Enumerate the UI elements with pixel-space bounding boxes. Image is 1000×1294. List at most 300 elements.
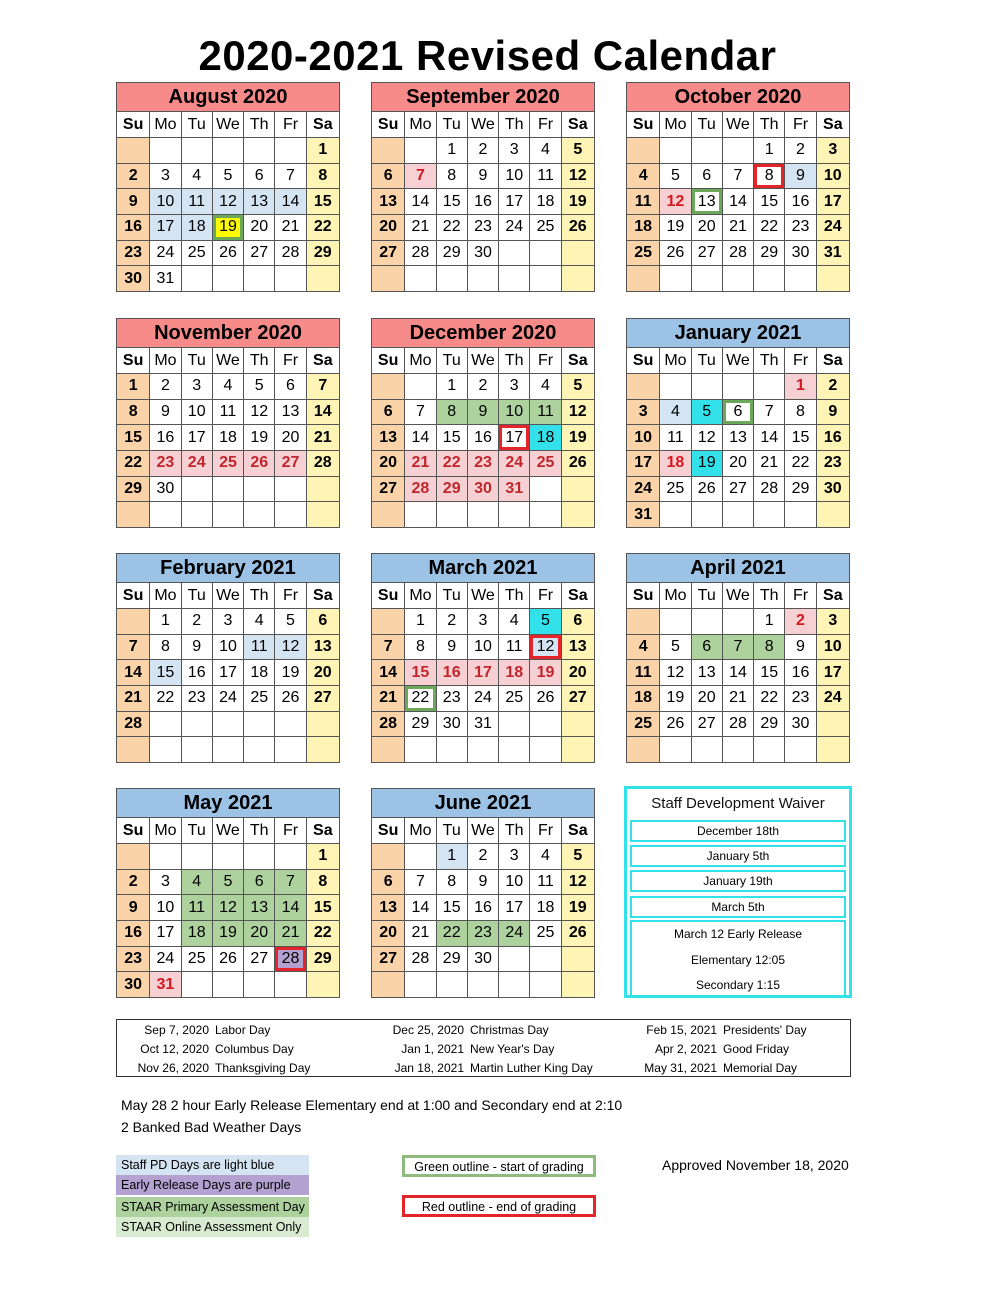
day-cell	[117, 502, 150, 528]
day-cell	[530, 737, 561, 763]
day-cell: 16	[150, 425, 181, 451]
day-cell: 14	[754, 425, 785, 451]
day-cell: 21	[306, 425, 339, 451]
day-cell: 10	[499, 869, 530, 895]
bad-weather-note: 2 Banked Bad Weather Days	[121, 1119, 302, 1135]
day-cell: 25	[499, 686, 530, 712]
day-cell: 29	[785, 476, 816, 502]
day-cell: 17	[499, 189, 530, 215]
day-cell	[275, 138, 306, 164]
day-cell: 19	[212, 921, 243, 947]
day-cell: 22	[785, 451, 816, 477]
day-cell	[785, 737, 816, 763]
day-cell	[306, 476, 339, 502]
day-cell	[117, 138, 150, 164]
day-cell	[499, 502, 530, 528]
day-cell	[754, 374, 785, 400]
day-cell: 9	[117, 189, 150, 215]
day-cell: 26	[660, 240, 691, 266]
day-cell	[499, 972, 530, 998]
day-cell: 23	[150, 451, 181, 477]
day-cell	[181, 502, 212, 528]
day-cell: 24	[627, 476, 660, 502]
day-cell: 5	[530, 609, 561, 635]
day-cell: 15	[306, 189, 339, 215]
day-cell	[150, 502, 181, 528]
weekday-header: Th	[499, 112, 530, 138]
day-cell: 30	[785, 240, 816, 266]
day-cell: 12	[244, 399, 275, 425]
weekday-header: Mo	[405, 818, 436, 844]
day-cell: 15	[306, 895, 339, 921]
day-cell: 31	[816, 240, 849, 266]
month-calendar	[371, 553, 595, 763]
day-cell	[530, 946, 561, 972]
day-cell	[561, 266, 594, 292]
day-cell: 31	[150, 266, 181, 292]
day-cell: 4	[627, 634, 660, 660]
day-cell: 6	[244, 869, 275, 895]
day-cell: 13	[691, 660, 722, 686]
month-calendar	[371, 82, 595, 292]
day-cell: 30	[785, 711, 816, 737]
day-cell	[275, 972, 306, 998]
day-cell: 30	[117, 266, 150, 292]
day-cell	[722, 502, 753, 528]
day-cell: 17	[181, 425, 212, 451]
day-cell	[499, 266, 530, 292]
day-cell: 5	[660, 163, 691, 189]
day-cell: 3	[150, 163, 181, 189]
day-cell: 25	[530, 921, 561, 947]
day-cell: 21	[722, 215, 753, 241]
day-cell: 28	[306, 451, 339, 477]
weekday-header: Mo	[405, 348, 436, 374]
day-cell: 2	[117, 163, 150, 189]
weekday-header: Sa	[306, 112, 339, 138]
day-cell: 15	[117, 425, 150, 451]
day-cell	[691, 502, 722, 528]
day-cell: 28	[405, 476, 436, 502]
day-cell: 19	[691, 451, 722, 477]
holiday-row: Jan 1, 2021 New Year's Day	[401, 1042, 555, 1056]
day-cell: 20	[244, 921, 275, 947]
day-cell: 4	[530, 138, 561, 164]
day-cell	[244, 138, 275, 164]
weekday-header: Fr	[530, 348, 561, 374]
day-cell: 1	[117, 374, 150, 400]
day-cell: 24	[150, 946, 181, 972]
day-cell: 22	[306, 215, 339, 241]
day-cell: 18	[530, 895, 561, 921]
day-cell: 7	[275, 869, 306, 895]
day-cell	[754, 266, 785, 292]
day-cell: 9	[467, 869, 498, 895]
weekday-header: Fr	[530, 583, 561, 609]
day-cell: 13	[306, 634, 339, 660]
day-cell: 9	[785, 634, 816, 660]
waiver-item: January 19th	[630, 870, 846, 892]
day-cell: 9	[467, 163, 498, 189]
day-cell	[691, 737, 722, 763]
day-cell: 17	[627, 451, 660, 477]
month-title: September 2020	[371, 82, 595, 111]
day-cell: 5	[561, 138, 594, 164]
day-cell: 14	[275, 895, 306, 921]
day-cell	[627, 609, 660, 635]
day-cell	[244, 737, 275, 763]
weekday-header: Th	[244, 112, 275, 138]
day-cell: 8	[306, 163, 339, 189]
day-cell: 23	[467, 921, 498, 947]
legend-early-release: Early Release Days are purple	[116, 1175, 309, 1195]
weekday-header: Fr	[530, 112, 561, 138]
day-cell: 11	[660, 425, 691, 451]
day-cell: 23	[117, 946, 150, 972]
day-cell: 7	[372, 634, 405, 660]
weekday-header: Th	[244, 348, 275, 374]
day-cell: 21	[372, 686, 405, 712]
day-cell: 3	[499, 374, 530, 400]
day-cell: 8	[785, 399, 816, 425]
weekday-header: Su	[117, 583, 150, 609]
day-cell	[244, 476, 275, 502]
day-cell	[722, 138, 753, 164]
month-title: February 2021	[116, 553, 340, 582]
day-cell	[181, 138, 212, 164]
day-cell	[660, 374, 691, 400]
day-cell: 15	[436, 189, 467, 215]
weekday-header: Mo	[150, 583, 181, 609]
month-title: August 2020	[116, 82, 340, 111]
day-cell	[306, 266, 339, 292]
day-cell	[244, 266, 275, 292]
day-cell: 11	[244, 634, 275, 660]
day-cell	[436, 737, 467, 763]
day-cell	[306, 972, 339, 998]
day-cell	[660, 609, 691, 635]
day-cell: 26	[660, 711, 691, 737]
day-cell: 5	[212, 869, 243, 895]
day-cell	[405, 737, 436, 763]
day-cell: 16	[117, 921, 150, 947]
day-cell: 3	[212, 609, 243, 635]
day-cell	[660, 138, 691, 164]
day-cell	[150, 844, 181, 870]
day-cell: 17	[816, 189, 849, 215]
day-cell: 20	[561, 660, 594, 686]
day-cell: 16	[117, 215, 150, 241]
day-cell: 20	[722, 451, 753, 477]
day-cell: 20	[372, 215, 405, 241]
weekday-header: Mo	[150, 348, 181, 374]
day-cell: 26	[530, 686, 561, 712]
day-cell: 11	[181, 895, 212, 921]
weekday-header: Th	[754, 583, 785, 609]
holiday-row: Oct 12, 2020 Columbus Day	[140, 1042, 294, 1056]
day-cell: 4	[627, 163, 660, 189]
day-cell	[627, 138, 660, 164]
day-cell: 20	[275, 425, 306, 451]
day-cell: 6	[722, 399, 753, 425]
day-cell: 12	[561, 399, 594, 425]
day-cell: 24	[499, 921, 530, 947]
day-cell: 3	[181, 374, 212, 400]
day-cell: 21	[405, 451, 436, 477]
legend-staff-pd: Staff PD Days are light blue	[116, 1155, 309, 1175]
weekday-header: Tu	[436, 112, 467, 138]
day-cell: 21	[754, 451, 785, 477]
day-cell	[816, 502, 849, 528]
day-cell	[372, 844, 405, 870]
day-cell: 30	[436, 711, 467, 737]
day-cell: 18	[627, 215, 660, 241]
day-cell: 13	[244, 189, 275, 215]
day-cell: 19	[561, 425, 594, 451]
day-cell: 22	[117, 451, 150, 477]
day-cell	[150, 711, 181, 737]
day-cell	[275, 476, 306, 502]
weekday-header: We	[212, 583, 243, 609]
day-cell: 29	[306, 946, 339, 972]
weekday-header: We	[467, 818, 498, 844]
day-cell	[816, 737, 849, 763]
weekday-header: Sa	[816, 583, 849, 609]
day-cell	[660, 266, 691, 292]
day-cell: 28	[275, 240, 306, 266]
day-cell	[530, 266, 561, 292]
day-cell: 13	[372, 425, 405, 451]
day-cell: 9	[467, 399, 498, 425]
day-cell: 19	[212, 215, 243, 241]
weekday-header: Su	[372, 818, 405, 844]
waiver-note: Elementary 12:05	[690, 953, 786, 967]
day-cell: 12	[275, 634, 306, 660]
day-cell: 16	[467, 425, 498, 451]
day-cell: 7	[117, 634, 150, 660]
day-cell: 14	[722, 660, 753, 686]
day-cell: 6	[306, 609, 339, 635]
day-cell: 1	[436, 138, 467, 164]
day-cell: 6	[275, 374, 306, 400]
day-cell	[530, 711, 561, 737]
weekday-header: We	[722, 112, 753, 138]
day-cell: 15	[754, 189, 785, 215]
day-cell: 31	[627, 502, 660, 528]
day-cell: 24	[499, 215, 530, 241]
day-cell: 6	[561, 609, 594, 635]
day-cell: 1	[754, 609, 785, 635]
day-cell: 1	[306, 138, 339, 164]
day-cell: 4	[530, 374, 561, 400]
day-cell: 8	[150, 634, 181, 660]
day-cell: 27	[244, 946, 275, 972]
weekday-header: Sa	[306, 348, 339, 374]
month-calendar	[116, 788, 340, 998]
holiday-row: Nov 26, 2020 Thanksgiving Day	[137, 1061, 311, 1075]
day-cell	[754, 737, 785, 763]
day-cell: 20	[244, 215, 275, 241]
day-cell: 9	[181, 634, 212, 660]
day-cell: 9	[816, 399, 849, 425]
holiday-row: May 31, 2021 Memorial Day	[644, 1061, 798, 1075]
day-cell: 14	[117, 660, 150, 686]
weekday-header: Th	[754, 112, 785, 138]
day-cell	[244, 502, 275, 528]
day-cell: 25	[244, 686, 275, 712]
weekday-header: Su	[372, 112, 405, 138]
weekday-header: Mo	[150, 112, 181, 138]
day-cell: 12	[212, 189, 243, 215]
day-cell: 30	[117, 972, 150, 998]
holiday-column	[117, 1022, 310, 1079]
day-cell	[244, 844, 275, 870]
weekday-header: We	[212, 818, 243, 844]
day-cell: 5	[244, 374, 275, 400]
weekday-header: Mo	[660, 112, 691, 138]
day-cell	[275, 266, 306, 292]
day-cell: 23	[467, 215, 498, 241]
day-cell: 27	[244, 240, 275, 266]
day-cell: 17	[499, 895, 530, 921]
day-cell: 7	[722, 634, 753, 660]
day-cell: 27	[275, 451, 306, 477]
day-cell: 13	[561, 634, 594, 660]
day-cell	[306, 711, 339, 737]
weekday-header: Su	[117, 818, 150, 844]
day-cell: 25	[530, 215, 561, 241]
day-cell	[499, 711, 530, 737]
weekday-header: Fr	[275, 348, 306, 374]
day-cell	[150, 138, 181, 164]
holiday-row: Sep 7, 2020 Labor Day	[144, 1023, 271, 1037]
weekday-header: Su	[372, 583, 405, 609]
day-cell: 15	[754, 660, 785, 686]
day-cell	[816, 266, 849, 292]
day-cell: 8	[436, 163, 467, 189]
day-cell: 11	[530, 163, 561, 189]
day-cell: 26	[691, 476, 722, 502]
day-cell: 12	[530, 634, 561, 660]
day-cell: 11	[212, 399, 243, 425]
approval-date: Approved November 18, 2020	[662, 1157, 849, 1173]
day-cell: 28	[117, 711, 150, 737]
holidays-table	[116, 1019, 851, 1077]
day-cell	[181, 266, 212, 292]
day-cell: 26	[212, 946, 243, 972]
weekday-header: Sa	[561, 818, 594, 844]
weekday-header: Tu	[181, 348, 212, 374]
day-cell: 7	[405, 869, 436, 895]
day-cell: 22	[436, 215, 467, 241]
day-cell: 9	[785, 163, 816, 189]
weekday-header: Mo	[660, 348, 691, 374]
weekday-header: Sa	[561, 583, 594, 609]
day-cell: 10	[816, 634, 849, 660]
day-cell	[275, 844, 306, 870]
day-cell	[691, 266, 722, 292]
day-cell: 19	[275, 660, 306, 686]
day-cell: 8	[405, 634, 436, 660]
day-cell	[372, 609, 405, 635]
weekday-header: Th	[244, 583, 275, 609]
day-cell	[275, 737, 306, 763]
month-calendar	[371, 788, 595, 998]
day-cell: 22	[150, 686, 181, 712]
day-cell: 25	[627, 240, 660, 266]
day-cell: 13	[244, 895, 275, 921]
day-cell: 3	[150, 869, 181, 895]
day-cell: 31	[467, 711, 498, 737]
day-cell: 31	[499, 476, 530, 502]
day-cell: 23	[785, 686, 816, 712]
day-cell: 21	[117, 686, 150, 712]
day-cell: 21	[275, 215, 306, 241]
day-cell: 1	[405, 609, 436, 635]
day-cell: 23	[117, 240, 150, 266]
day-cell: 26	[561, 921, 594, 947]
day-cell: 6	[372, 399, 405, 425]
day-cell: 22	[754, 686, 785, 712]
day-cell: 13	[372, 189, 405, 215]
day-cell	[436, 266, 467, 292]
day-cell	[561, 737, 594, 763]
day-cell: 16	[467, 895, 498, 921]
day-cell: 13	[275, 399, 306, 425]
day-cell: 27	[372, 476, 405, 502]
weekday-header: Su	[117, 348, 150, 374]
day-cell: 10	[816, 163, 849, 189]
day-cell	[405, 502, 436, 528]
weekday-header: Th	[244, 818, 275, 844]
day-cell: 15	[436, 895, 467, 921]
month-title: April 2021	[626, 553, 850, 582]
day-cell	[499, 946, 530, 972]
day-cell: 5	[561, 844, 594, 870]
day-cell: 1	[785, 374, 816, 400]
holiday-row: Apr 2, 2021 Good Friday	[654, 1042, 790, 1056]
day-cell	[405, 972, 436, 998]
weekday-header: Tu	[436, 818, 467, 844]
day-cell: 25	[181, 240, 212, 266]
day-cell: 25	[530, 451, 561, 477]
day-cell: 19	[561, 895, 594, 921]
day-cell	[467, 266, 498, 292]
day-cell: 1	[436, 374, 467, 400]
day-cell: 17	[499, 425, 530, 451]
day-cell: 20	[372, 921, 405, 947]
day-cell: 10	[181, 399, 212, 425]
day-cell: 19	[660, 215, 691, 241]
weekday-header: We	[467, 583, 498, 609]
day-cell: 13	[722, 425, 753, 451]
day-cell: 10	[467, 634, 498, 660]
day-cell: 19	[530, 660, 561, 686]
day-cell: 1	[754, 138, 785, 164]
day-cell	[275, 711, 306, 737]
day-cell: 10	[627, 425, 660, 451]
day-cell: 24	[467, 686, 498, 712]
day-cell	[212, 844, 243, 870]
day-cell	[627, 374, 660, 400]
day-cell: 11	[627, 189, 660, 215]
day-cell	[117, 844, 150, 870]
day-cell: 28	[372, 711, 405, 737]
day-cell	[499, 240, 530, 266]
day-cell: 2	[467, 138, 498, 164]
month-title: November 2020	[116, 318, 340, 347]
day-cell: 30	[467, 946, 498, 972]
